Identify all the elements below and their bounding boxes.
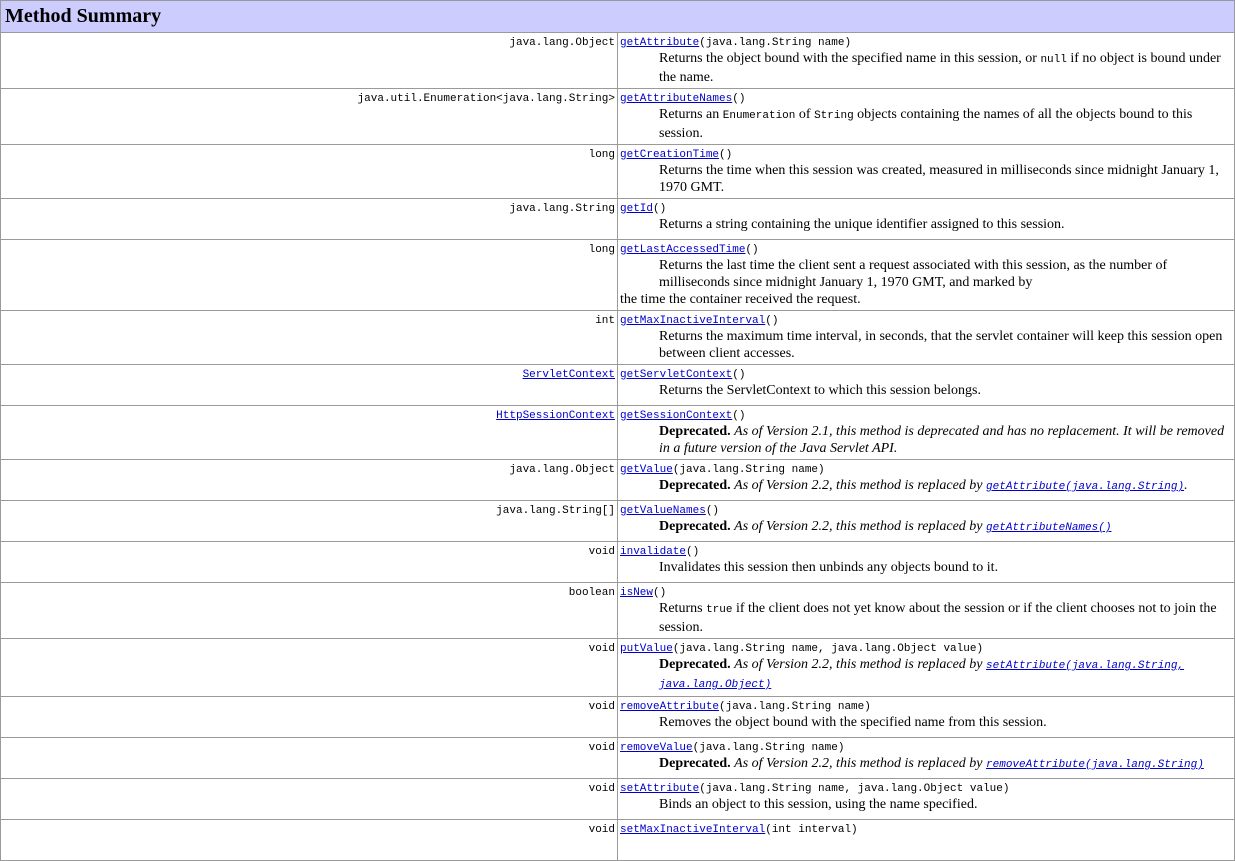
return-type: long (1, 240, 618, 311)
table-row (1, 33, 1235, 89)
method-cell (618, 406, 1235, 460)
method-params: () (732, 93, 746, 105)
table-row (1, 240, 1235, 311)
return-type: int (1, 311, 618, 365)
method-cell (618, 33, 1235, 89)
method-params: () (745, 244, 759, 256)
method-params: (java.lang.String name) (692, 742, 845, 754)
table-row (1, 738, 1235, 779)
table-row (1, 145, 1235, 199)
method-link-getid[interactable]: getId (620, 203, 654, 215)
table-row (1, 639, 1235, 697)
method-link-getvalue[interactable]: getValue (620, 464, 673, 476)
table-row (1, 89, 1235, 145)
method-link-invalidate[interactable]: invalidate (620, 546, 687, 558)
return-type: java.lang.String[] (1, 501, 618, 542)
table-row (1, 460, 1235, 501)
return-type-cell (1, 406, 618, 460)
method-cell (618, 89, 1235, 145)
method-cell (618, 738, 1235, 779)
method-description: Returns a string containing the unique identifier assigned to this session. (659, 217, 1065, 232)
method-cell (618, 145, 1235, 199)
method-link-removeattribute[interactable]: removeAttribute (620, 701, 720, 713)
method-cell (618, 542, 1235, 583)
method-params: () (653, 203, 667, 215)
table-row (1, 820, 1235, 861)
method-link-getattributenames[interactable]: getAttributeNames (620, 93, 733, 105)
method-cell (618, 697, 1235, 738)
method-description: Returns the last time the client sent a request associated with this session, as the number of milliseconds since midnight January 1, 1970 GMT, and marked by (659, 258, 1168, 290)
deprecation-note: Deprecated. As of Version 2.2, this method is replaced by getAttributeNames() (659, 519, 1112, 534)
method-params: () (719, 149, 733, 161)
return-type: void (1, 738, 618, 779)
method-description: Returns the maximum time interval, in seconds, that the servlet container will keep this session open between client accesses. (659, 329, 1223, 361)
return-type: void (1, 779, 618, 820)
method-link-getlastaccessedtime[interactable]: getLastAccessedTime (620, 244, 746, 256)
method-link-isnew[interactable]: isNew (620, 587, 654, 599)
method-params: (java.lang.String name, java.lang.Object value) (699, 783, 1010, 795)
method-params: (java.lang.String name) (672, 464, 825, 476)
return-type: void (1, 697, 618, 738)
replacement-link-getattributenames[interactable]: getAttributeNames() (986, 522, 1112, 534)
table-row (1, 501, 1235, 542)
method-params: (java.lang.String name, java.lang.Object value) (672, 643, 984, 655)
return-type-cell (1, 365, 618, 406)
method-link-getmaxinactiveinterval[interactable]: getMaxInactiveInterval (620, 315, 766, 327)
method-link-getattribute[interactable]: getAttribute (620, 37, 700, 49)
return-type: java.util.Enumeration<java.lang.String> (1, 89, 618, 145)
table-row (1, 406, 1235, 460)
deprecation-note: Deprecated. As of Version 2.2, this method is replaced by setAttribute(java.lang.String, java.lang.Object) (659, 657, 1185, 691)
table-row (1, 311, 1235, 365)
method-cell (618, 820, 1235, 861)
return-type: java.lang.Object (1, 460, 618, 501)
table-title: Method Summary (1, 1, 1235, 33)
method-cell (618, 365, 1235, 406)
method-description-cont: the time the container received the request. (620, 292, 861, 307)
method-params: () (732, 410, 746, 422)
method-link-getservletcontext[interactable]: getServletContext (620, 369, 733, 381)
method-description: Returns the time when this session was created, measured in milliseconds since midnight January 1, 1970 GMT. (659, 163, 1219, 195)
method-params: (java.lang.String name) (719, 701, 871, 713)
return-type: void (1, 820, 618, 861)
table-row (1, 583, 1235, 639)
method-params: () (732, 369, 746, 381)
method-link-getvaluenames[interactable]: getValueNames (620, 505, 706, 517)
method-link-putvalue[interactable]: putValue (620, 643, 673, 655)
method-description: Binds an object to this session, using the name specified. (659, 797, 978, 812)
method-link-getcreationtime[interactable]: getCreationTime (620, 149, 720, 161)
type-link-httpsessioncontext[interactable]: HttpSessionContext (496, 410, 615, 422)
method-description: Invalidates this session then unbinds any objects bound to it. (659, 560, 999, 575)
table-row (1, 542, 1235, 583)
method-description: Returns true if the client does not yet know about the session or if the client chooses not to join the session. (659, 601, 1217, 635)
replacement-link-getattribute[interactable]: getAttribute(java.lang.String) (986, 481, 1185, 493)
method-cell (618, 779, 1235, 820)
return-type: void (1, 639, 618, 697)
return-type: void (1, 542, 618, 583)
return-type: java.lang.String (1, 199, 618, 240)
method-description: Removes the object bound with the specified name from this session. (659, 715, 1047, 730)
table-row (1, 779, 1235, 820)
method-description: Returns an Enumeration of String objects containing the names of all the objects bound to this session. (659, 107, 1193, 141)
method-cell (618, 311, 1235, 365)
replacement-link-setattribute[interactable]: setAttribute(java.lang.String, java.lang.Object) (659, 660, 1185, 691)
method-cell (618, 639, 1235, 697)
table-row (1, 365, 1235, 406)
method-description: Returns the object bound with the specified name in this session, or null if no object is bound under the name. (659, 51, 1221, 85)
method-link-removevalue[interactable]: removeValue (620, 742, 693, 754)
method-link-setmaxinactiveinterval[interactable]: setMaxInactiveInterval (620, 824, 766, 836)
type-link-servletcontext[interactable]: ServletContext (522, 369, 615, 381)
method-params: () (686, 546, 700, 558)
method-params: (java.lang.String name) (699, 37, 852, 49)
method-cell (618, 199, 1235, 240)
return-type: java.lang.Object (1, 33, 618, 89)
method-cell (618, 460, 1235, 501)
method-link-setattribute[interactable]: setAttribute (620, 783, 700, 795)
deprecation-note: Deprecated. As of Version 2.2, this method is replaced by removeAttribute(java.lang.String) (659, 756, 1204, 771)
method-link-getsessioncontext[interactable]: getSessionContext (620, 410, 733, 422)
return-type: long (1, 145, 618, 199)
method-cell (618, 583, 1235, 639)
table-row (1, 199, 1235, 240)
table-row (1, 697, 1235, 738)
method-params: () (705, 505, 720, 517)
deprecation-note: Deprecated. As of Version 2.2, this method is replaced by getAttribute(java.lang.String). (659, 478, 1188, 493)
method-params: () (653, 587, 667, 599)
method-cell (618, 501, 1235, 542)
deprecation-note: Deprecated. As of Version 2.1, this method is deprecated and has no replacement. It will be removed in a future version of the Java Servlet API. (659, 424, 1225, 456)
method-cell (618, 240, 1235, 311)
method-description: Returns the ServletContext to which this session belongs. (659, 383, 981, 398)
method-params: (int interval) (765, 824, 858, 836)
replacement-link-removeattribute[interactable]: removeAttribute(java.lang.String) (986, 759, 1204, 771)
return-type: boolean (1, 583, 618, 639)
method-params: () (765, 315, 779, 327)
